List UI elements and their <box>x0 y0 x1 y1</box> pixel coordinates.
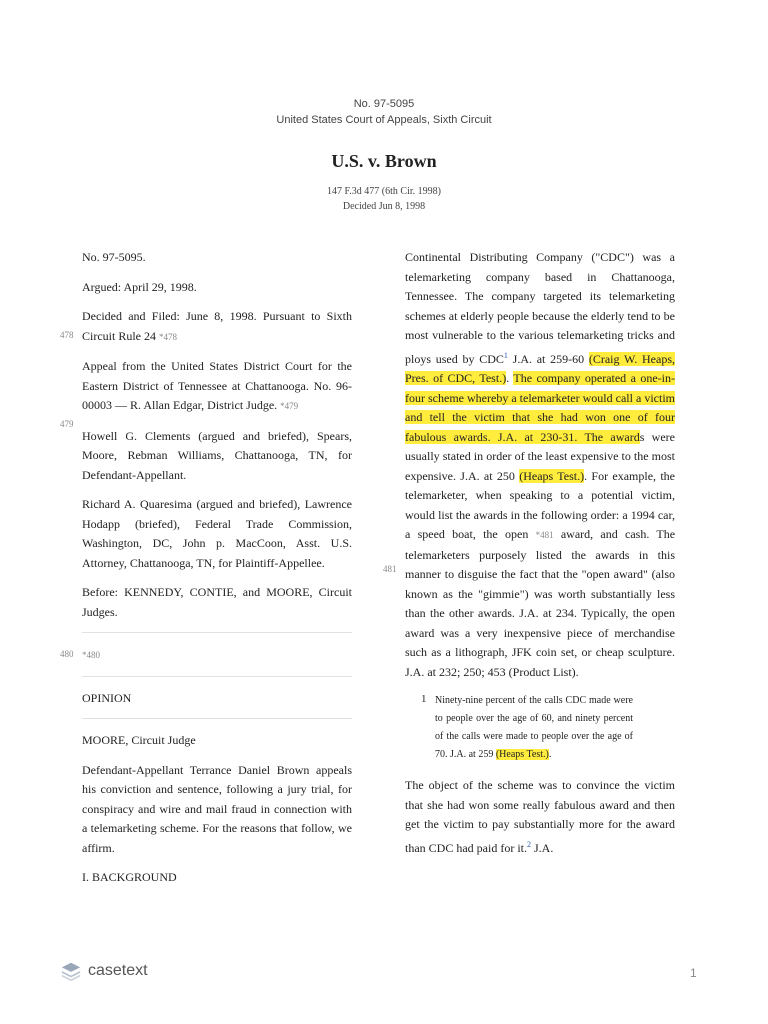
divider <box>82 632 352 633</box>
docket-line: No. 97-5095. <box>82 250 146 264</box>
divider <box>82 676 352 677</box>
page-marker-481: 481 <box>383 564 397 574</box>
page-marker-478: 478 <box>60 330 74 340</box>
page-marker-480: 480 <box>60 649 74 659</box>
footnote-link-2[interactable]: 2 <box>526 839 531 849</box>
decided-line <box>60 307 352 347</box>
highlight[interactable]: The company operated a one-in-four scheme whereby a telemarketer would call a victim and tell the victim that she had won one of four fabulous awards. J.A. at 230-31. The award <box>405 371 675 444</box>
body-text: . For example, the telemarketer, when speaking to a potential victim, would list the awards in the following order: a 1994 car, a speed boat, the open <box>405 468 675 541</box>
judge-line: MOORE, Circuit Judge <box>82 733 196 747</box>
page-marker-479: 479 <box>60 419 74 429</box>
footnote-text: Ninety-nine percent of the calls CDC made were to people over the age of 60, and ninety percent of the calls were made to people over the age of 70. J.A. at 259 <box>435 695 633 760</box>
decided-date: Decided Jun 8, 1998 <box>342 201 426 212</box>
case-header <box>0 96 768 214</box>
highlight[interactable]: (Heaps Test.) <box>519 468 585 483</box>
footer-brand[interactable] <box>60 960 148 982</box>
panel-line: Before: KENNEDY, CONTIE, and MOORE, Circuit Judges. <box>82 585 352 619</box>
body-text: . <box>506 371 514 385</box>
case-citation: 147 F.3d 477 (6th Cir. 1998) <box>327 186 441 197</box>
body-text: Continental Distributing Company ("CDC") was a telemarketing company based in Chattanooga, Tennessee. The company targeted its telemarketing schemes at elderly people because the elderly tend to be most vulnerable to the various telemarketing tricks and ploys used by CDC <box>405 250 675 366</box>
section-heading: I. BACKGROUND <box>82 870 177 884</box>
opinion-heading: OPINION <box>82 690 132 705</box>
body-text: award, and cash. The telemarketers purposely listed the awards in this manner to disguise the fact that the "open award" (also known as the "gimmie") was worth substantially less than the other awards. J.A. at 234. Typically, the open award was a very inexpensive piece of merchandise such as a lithograph, JFK coin set, or cheap sculpture. J.A. at 232; 250; 453 (Product List). <box>405 527 676 679</box>
footnote-text: . <box>548 749 552 760</box>
court-name: United States Court of Appeals, Sixth Circuit <box>276 114 492 126</box>
brand-name: casetext <box>88 962 148 979</box>
page-break-480 <box>60 645 352 666</box>
scheme-paragraph <box>405 776 675 858</box>
background-paragraph <box>383 248 676 682</box>
left-column <box>60 248 352 898</box>
highlight[interactable]: (Craig W. Heaps, Pres. of CDC, Test.) <box>405 351 675 385</box>
decided-text: Decided and Filed: June 8, 1998. Pursuant to Sixth Circuit Rule 24 <box>82 309 352 343</box>
footnote-1 <box>421 692 633 764</box>
footnote-link-1[interactable]: 1 <box>503 350 508 360</box>
casetext-logo-icon <box>60 960 82 982</box>
docket-number: No. 97-5095 <box>353 98 415 110</box>
star-page-478: *478 <box>159 331 177 342</box>
appeal-text: Appeal from the United States District Court for the Eastern District of Tennessee at Chattanooga. No. 96-00003 — R. Allan Edgar, District Judge. <box>82 359 352 412</box>
body-text: The object of the scheme was to convince the victim that she had won some really fabulous award and then get the victim to pay substantially more for the award than CDC had paid for it. <box>405 778 675 855</box>
star-page-479: *479 <box>280 401 299 411</box>
appeal-paragraph <box>60 357 352 429</box>
page-number: 1 <box>690 966 697 980</box>
intro-paragraph: Defendant-Appellant Terrance Daniel Brown appeals his conviction and sentence, following a jury trial, for conspiracy and wire and mail fraud in connection with a telemarketing scheme. For the reasons that follow, we affirm. <box>82 762 352 855</box>
right-column <box>383 248 676 868</box>
body-text: J.A. <box>530 840 554 855</box>
argued-line: Argued: April 29, 1998. <box>82 279 197 294</box>
counsel-appellant: Howell G. Clements (argued and briefed), Spears, Moore, Rebman Williams, Chattanooga, TN, for Defendant-Appellant. <box>82 428 352 482</box>
counsel-appellee: Richard A. Quaresima (argued and briefed), Lawrence Hodapp (briefed), Federal Trade Commission, Washington, DC, John p. MacCoon, Asst. U.S. Attorney, Chattanooga, TN, for Plaintiff-Appellee. <box>82 497 352 570</box>
footnote-number: 1 <box>421 693 427 705</box>
star-page-481: *481 <box>535 530 554 540</box>
divider <box>82 718 352 719</box>
case-title: U.S. v. Brown <box>331 151 437 171</box>
highlight[interactable]: (Heaps Test.) <box>495 749 549 760</box>
body-text: s were usually stated in order of the least expensive to the most expensive. J.A. at 250 <box>405 429 675 483</box>
body-text: J.A. at 259-60 <box>507 351 589 366</box>
star-page-480: *480 <box>82 650 100 660</box>
